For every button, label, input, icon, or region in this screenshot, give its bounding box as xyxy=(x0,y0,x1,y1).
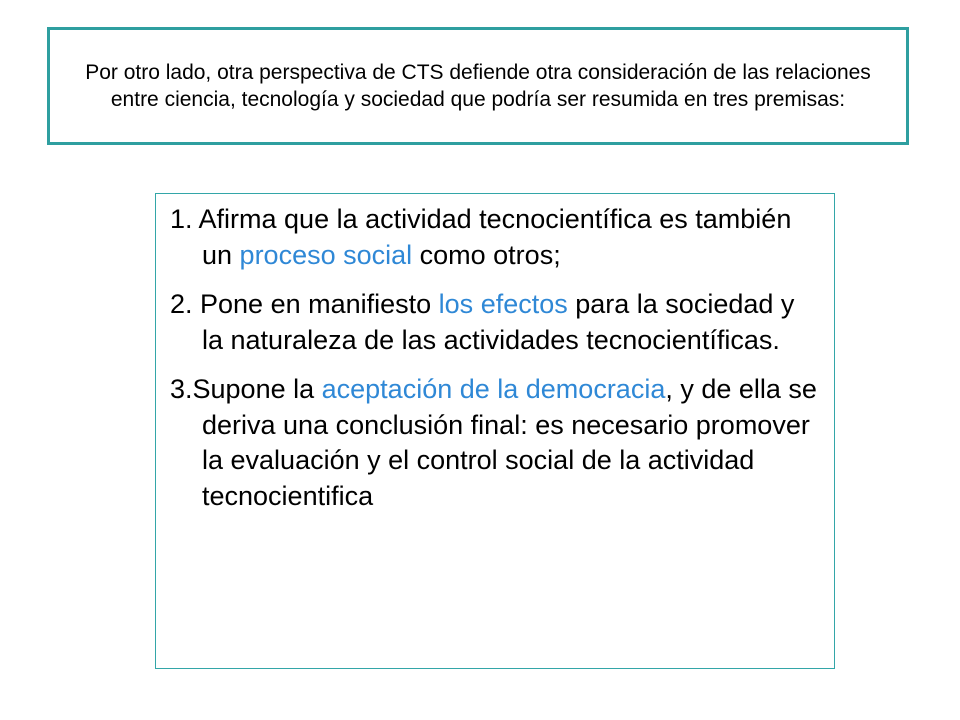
premise-1-highlight: proceso social xyxy=(239,239,413,270)
intro-box xyxy=(47,27,909,145)
premise-1-text: 1. Afirma que la actividad tecnocientífica es también un xyxy=(170,204,792,270)
premises-box xyxy=(155,193,835,669)
premise-3-highlight: aceptación de la democracia xyxy=(321,373,666,404)
intro-text: Por otro lado, otra perspectiva de CTS defiende otra consideración de las relaciones entre ciencia, tecnología y sociedad que podría ser resumida en tres premisas: xyxy=(85,60,871,111)
premise-2-text: 2. Pone en manifiesto xyxy=(170,288,439,319)
premise-1 xyxy=(170,202,818,274)
premise-2-highlight: los efectos xyxy=(438,288,568,319)
premise-3 xyxy=(170,372,818,516)
premise-2-text-end: para la sociedad y la naturaleza de las actividades tecnocientíficas. xyxy=(202,288,795,355)
premise-1-text-end: como otros; xyxy=(412,239,561,270)
premise-3-text-end: , y de ella se deriva una conclusión final: es necesario promover la evaluación y el control social de la actividad tecnocientifica xyxy=(202,373,817,512)
premise-3-text: 3.Supone la xyxy=(170,373,322,404)
premise-2 xyxy=(170,287,818,359)
